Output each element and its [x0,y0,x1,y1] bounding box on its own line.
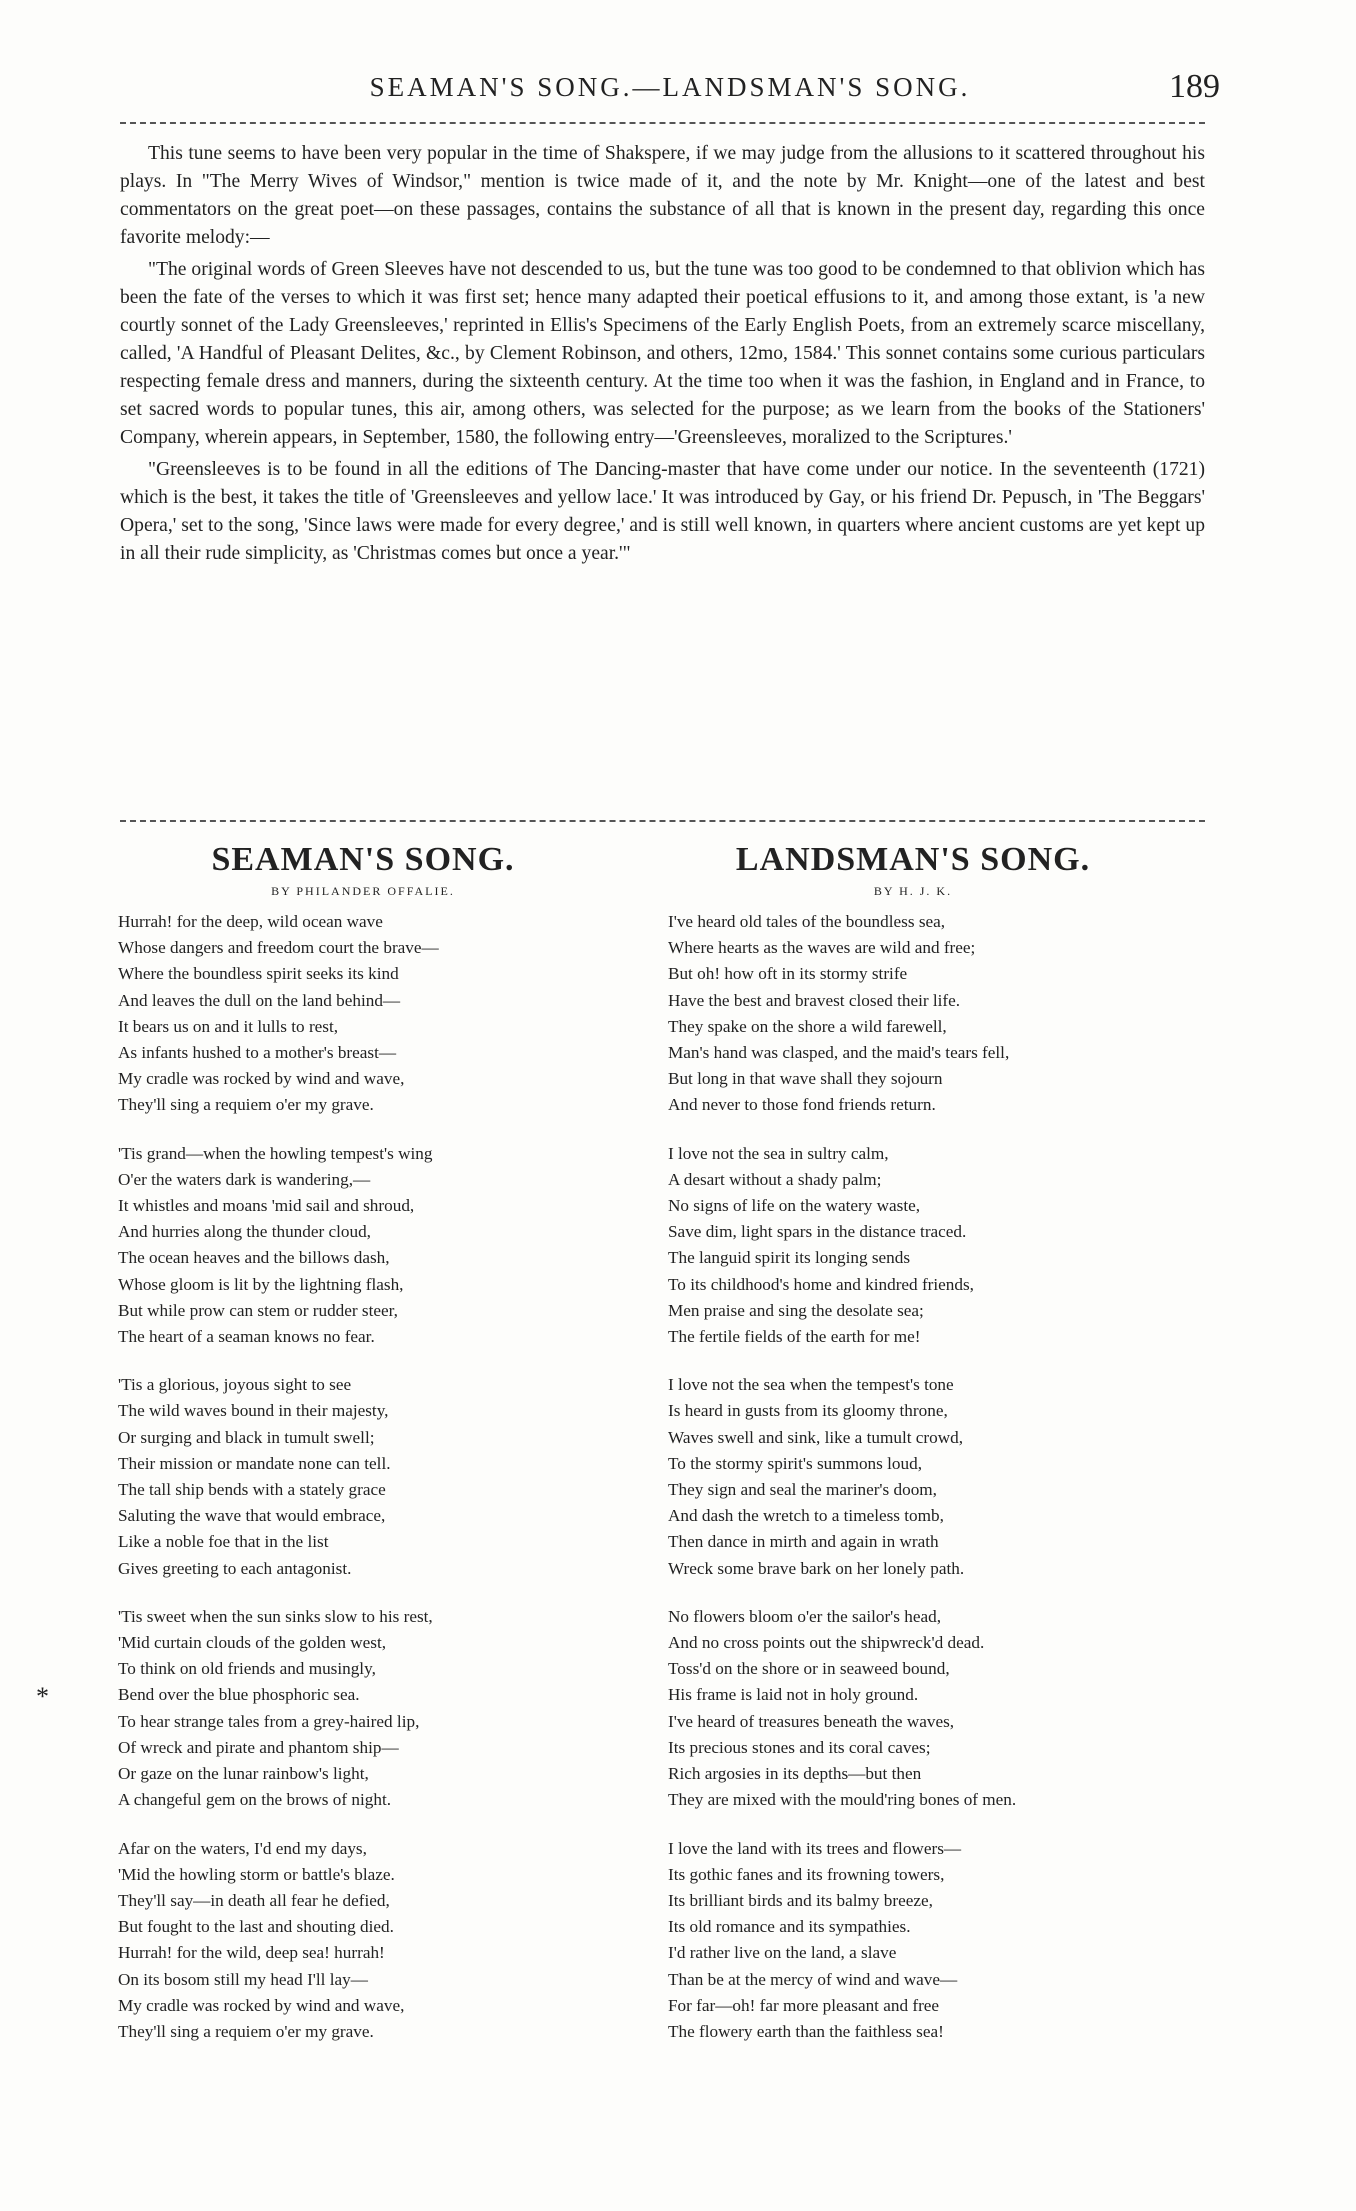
verse-line: 'Tis a glorious, joyous sight to see [118,1375,352,1395]
stanza-list [118,909,608,2045]
stanza [668,1141,1158,1351]
verse-line: Where the boundless spirit seeks its kind [118,964,399,984]
verse-line: 'Tis sweet when the sun sinks slow to his rest, [118,1606,433,1626]
margin-asterisk: * [36,1682,49,1711]
verse-line: Like a noble foe that in the list [118,1532,329,1552]
seaman-song [118,838,608,2067]
verse-line: Where hearts as the waves are wild and free; [668,938,976,958]
verse-line: A desart without a shady palm; [668,1169,882,1189]
verse-line: They'll sing a requiem o'er my grave. [118,1095,374,1115]
verse-line: The fertile fields of the earth for me! [668,1327,921,1347]
verse-line: Gives greeting to each antagonist. [118,1558,352,1578]
verse-line: Then dance in mirth and again in wrath [668,1532,939,1552]
section-rule [120,820,1205,822]
verse-line: They'll say—in death all fear he defied, [118,1890,390,1910]
verse-line: Afar on the waters, I'd end my days, [118,1838,367,1858]
verse-line: As infants hushed to a mother's breast— [118,1043,397,1063]
verse-line: To think on old friends and musingly, [118,1659,376,1679]
verse-line: Or surging and black in tumult swell; [118,1427,375,1447]
verse-line: No signs of life on the watery waste, [668,1196,921,1216]
verse-line: Its precious stones and its coral caves; [668,1737,931,1757]
verse-line: They'll sing a requiem o'er my grave. [118,2021,374,2041]
verse-line: I've heard of treasures beneath the waves, [668,1711,955,1731]
verse-line: The wild waves bound in their majesty, [118,1401,389,1421]
verse-line: I'd rather live on the land, a slave [668,1943,897,1963]
verse-line: I've heard old tales of the boundless sea, [668,912,946,931]
verse-line: Have the best and bravest closed their life. [668,990,961,1010]
verse-line: They are mixed with the mould'ring bones of men. [668,1790,1017,1810]
stanza [118,1836,608,2046]
verse-line: His frame is laid not in holy ground. [668,1685,919,1705]
verse-line: My cradle was rocked by wind and wave, [118,1995,405,2015]
verse-line: The tall ship bends with a stately grace [118,1480,386,1500]
verse-line: For far—oh! far more pleasant and free [668,1995,940,2015]
stanza [118,1604,608,1814]
verse-line: Hurrah! for the deep, wild ocean wave [118,912,383,931]
verse-line: I love not the sea in sultry calm, [668,1143,889,1163]
verse-line: The flowery earth than the faithless sea! [668,2021,944,2041]
verse-line: To the stormy spirit's summons loud, [668,1453,922,1473]
verse-line: I love not the sea when the tempest's tone [668,1375,954,1395]
running-title: SEAMAN'S SONG.—LANDSMAN'S SONG. [369,72,971,102]
stanza [118,1372,608,1582]
verse-line: 'Mid the howling storm or battle's blaze. [118,1864,395,1884]
stanza [668,1836,1158,2046]
verse-line: Saluting the wave that would embrace, [118,1506,386,1526]
verse-line: And hurries along the thunder cloud, [118,1222,371,1242]
verse-line: Save dim, light spars in the distance traced. [668,1222,967,1242]
verse-line: But long in that wave shall they sojourn [668,1069,943,1089]
verse-line: But oh! how oft in its stormy strife [668,964,908,984]
verse-line: It bears us on and it lulls to rest, [118,1016,339,1036]
intro-paragraph: "Greensleeves is to be found in all the editions of The Dancing-master that have come under our notice. In the seventeenth (1721) which is the best, it takes the title of 'Greensleeves and yellow lace.' It was introduced by Gay, or his friend Dr. Pepusch, in 'The Beggars' Opera,' set to the song, 'Since laws were made for every degree,' and is still well known, in quarters where ancient customs are yet kept up in all their rude simplicity, as 'Christmas comes but once a year.'" [120,459,1205,564]
verse-line: Waves swell and sink, like a tumult crowd, [668,1427,964,1447]
stanza [118,1141,608,1351]
verse-line: Wreck some brave bark on her lonely path. [668,1558,965,1578]
verse-line: On its bosom still my head I'll lay— [118,1969,368,1989]
verse-line: They sign and seal the mariner's doom, [668,1480,937,1500]
verse-line: Whose dangers and freedom court the brave— [118,938,439,958]
verse-line: Hurrah! for the wild, deep sea! hurrah! [118,1943,385,1963]
verse-line: To hear strange tales from a grey-haired lip, [118,1711,420,1731]
verse-line: But while prow can stem or rudder steer, [118,1300,398,1320]
verse-line: Toss'd on the shore or in seaweed bound, [668,1659,950,1679]
verse-line: To its childhood's home and kindred friends, [668,1274,974,1294]
landsman-song [668,838,1158,2067]
verse-line: Of wreck and pirate and phantom ship— [118,1737,399,1757]
verse-line: No flowers bloom o'er the sailor's head, [668,1606,942,1626]
verse-line: Than be at the mercy of wind and wave— [668,1969,958,1989]
verse-line: Man's hand was clasped, and the maid's tears fell, [668,1043,1010,1063]
verse-line: 'Tis grand—when the howling tempest's wing [118,1143,433,1163]
intro-text [120,140,1205,572]
verse-line: Its brilliant birds and its balmy breeze, [668,1890,933,1910]
stanza-list [668,909,1158,2045]
verse-line: Whose gloom is lit by the lightning flash, [118,1274,404,1294]
verse-line: Its gothic fanes and its frowning towers, [668,1864,945,1884]
verse-line: But fought to the last and shouting died. [118,1917,394,1937]
verse-line: Bend over the blue phosphoric sea. [118,1685,360,1705]
verse-line: And no cross points out the shipwreck'd dead. [668,1633,985,1653]
poem-title: SEAMAN'S SONG. [211,841,515,878]
stanza [668,1604,1158,1814]
verse-line: Their mission or mandate none can tell. [118,1453,391,1473]
verse-line: Is heard in gusts from its gloomy throne, [668,1401,948,1421]
verse-line: A changeful gem on the brows of night. [118,1790,392,1810]
verse-line: The languid spirit its longing sends [668,1248,911,1268]
page-header [120,68,1220,118]
stanza [668,1372,1158,1582]
intro-paragraph: This tune seems to have been very popular in the time of Shakspere, if we may judge from the allusions to it scattered throughout his plays. In "The Merry Wives of Windsor," mention is twice made of it, and the note by Mr. Knight—one of the latest and best commentators on the great poet—on these passages, contains the substance of all that is known in the present day, regarding this once favorite melody:— [120,143,1205,248]
intro-paragraph: "The original words of Green Sleeves have not descended to us, but the tune was too good to be condemned to that oblivion which has been the fate of the verses to which it was first set; hence many adapted their poetical effusions to it, and among those extant, is 'a new courtly sonnet of the Lady Greensleeves,' reprinted in Ellis's Specimens of the Early English Poets, from an extremely scarce miscellany, called, 'A Handful of Pleasant Delites, &c., by Clement Robinson, and others, 12mo, 1584.' This sonnet contains some curious particulars respecting female dress and manners, during the sixteenth century. At the time too when it was the fashion, in England and in France, to set sacred words to popular tunes, this air, among others, was selected for the purpose; as we learn from the books of the Stationers' Company, wherein appears, in September, 1580, the following entry—'Greensleeves, moralized to the Scriptures.' [120,259,1205,448]
stanza [668,909,1158,1119]
poem-title: LANDSMAN'S SONG. [735,841,1091,878]
verse-line: I love the land with its trees and flowers— [668,1838,962,1858]
verse-line: And dash the wretch to a timeless tomb, [668,1506,944,1526]
verse-line: The heart of a seaman knows no fear. [118,1327,375,1347]
verse-line: Or gaze on the lunar rainbow's light, [118,1764,369,1784]
verse-line: It whistles and moans 'mid sail and shroud, [118,1196,415,1216]
stanza [118,909,608,1119]
verse-line: Men praise and sing the desolate sea; [668,1300,924,1320]
poem-byline: BY PHILANDER OFFALIE. [271,884,455,898]
verse-line: 'Mid curtain clouds of the golden west, [118,1633,387,1653]
verse-line: The ocean heaves and the billows dash, [118,1248,390,1268]
verse-line: And never to those fond friends return. [668,1095,936,1115]
verse-line: My cradle was rocked by wind and wave, [118,1069,405,1089]
verse-line: O'er the waters dark is wandering,— [118,1169,371,1189]
poem-byline: BY H. J. K. [873,884,953,898]
verse-line: They spake on the shore a wild farewell, [668,1016,947,1036]
verse-line: Its old romance and its sympathies. [668,1917,911,1937]
header-rule [120,122,1205,124]
page-number: 189 [1169,68,1220,105]
verse-line: And leaves the dull on the land behind— [118,990,401,1010]
verse-line: Rich argosies in its depths—but then [668,1764,922,1784]
